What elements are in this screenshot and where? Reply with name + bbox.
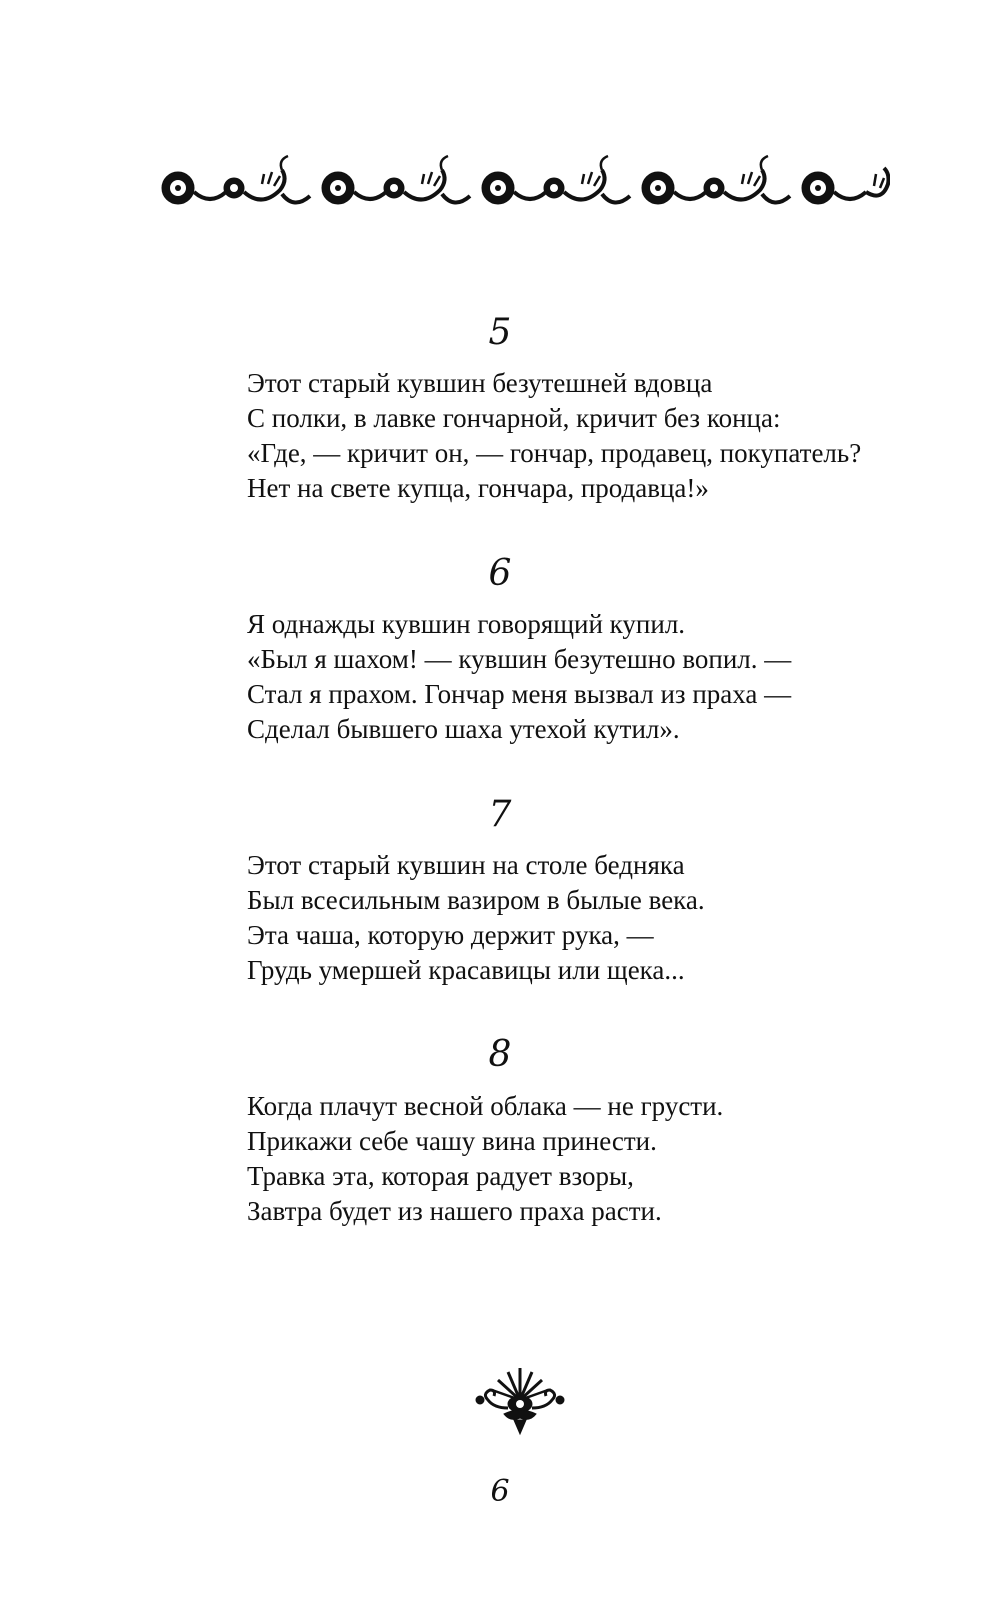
verse-line: Эта чаша, которую держит рука, —	[247, 920, 654, 950]
verse-line: «Где, — кричит он, — гончар, продавец, покупатель?	[247, 438, 862, 468]
verse-line: Грудь умершей красавицы или щека...	[247, 955, 685, 985]
verse-line: Этот старый кувшин на столе бедняка	[247, 850, 685, 880]
verse-line: Был всесильным вазиром в былые века.	[247, 885, 705, 915]
stanza-number: 8	[488, 1034, 512, 1075]
verse-line: Травка эта, которая радует взоры,	[247, 1161, 634, 1191]
stanza	[247, 1089, 947, 1229]
verse-line: Этот старый кувшин безутешней вдовца	[247, 368, 713, 398]
scroll-border-ornament-icon	[150, 140, 890, 220]
verse-line: «Был я шахом! — кувшин безутешно вопил. —	[247, 644, 792, 674]
verse-line: Прикажи себе чашу вина принести.	[247, 1126, 657, 1156]
verse-line: Когда плачут весной облака — не грусти.	[247, 1091, 724, 1121]
palmette-ornament-icon	[470, 1360, 570, 1440]
stanza	[247, 848, 947, 988]
verse-line: Сделал бывшего шаха утехой кутил».	[247, 714, 680, 744]
stanza-number: 7	[488, 794, 512, 835]
verse-line: Завтра будет из нашего праха расти.	[247, 1196, 662, 1226]
stanza	[247, 366, 947, 506]
stanza-number: 5	[488, 312, 512, 353]
verse-line: Нет на свете купца, гончара, продавца!»	[247, 473, 709, 503]
stanza-number: 6	[488, 553, 512, 594]
stanza	[247, 607, 947, 747]
verse-line: С полки, в лавке гончарной, кричит без конца:	[247, 403, 781, 433]
verse-line: Стал я прахом. Гончар меня вызвал из праха —	[247, 679, 792, 709]
page-number: 6	[490, 1474, 510, 1509]
verse-line: Я однажды кувшин говорящий купил.	[247, 609, 686, 639]
